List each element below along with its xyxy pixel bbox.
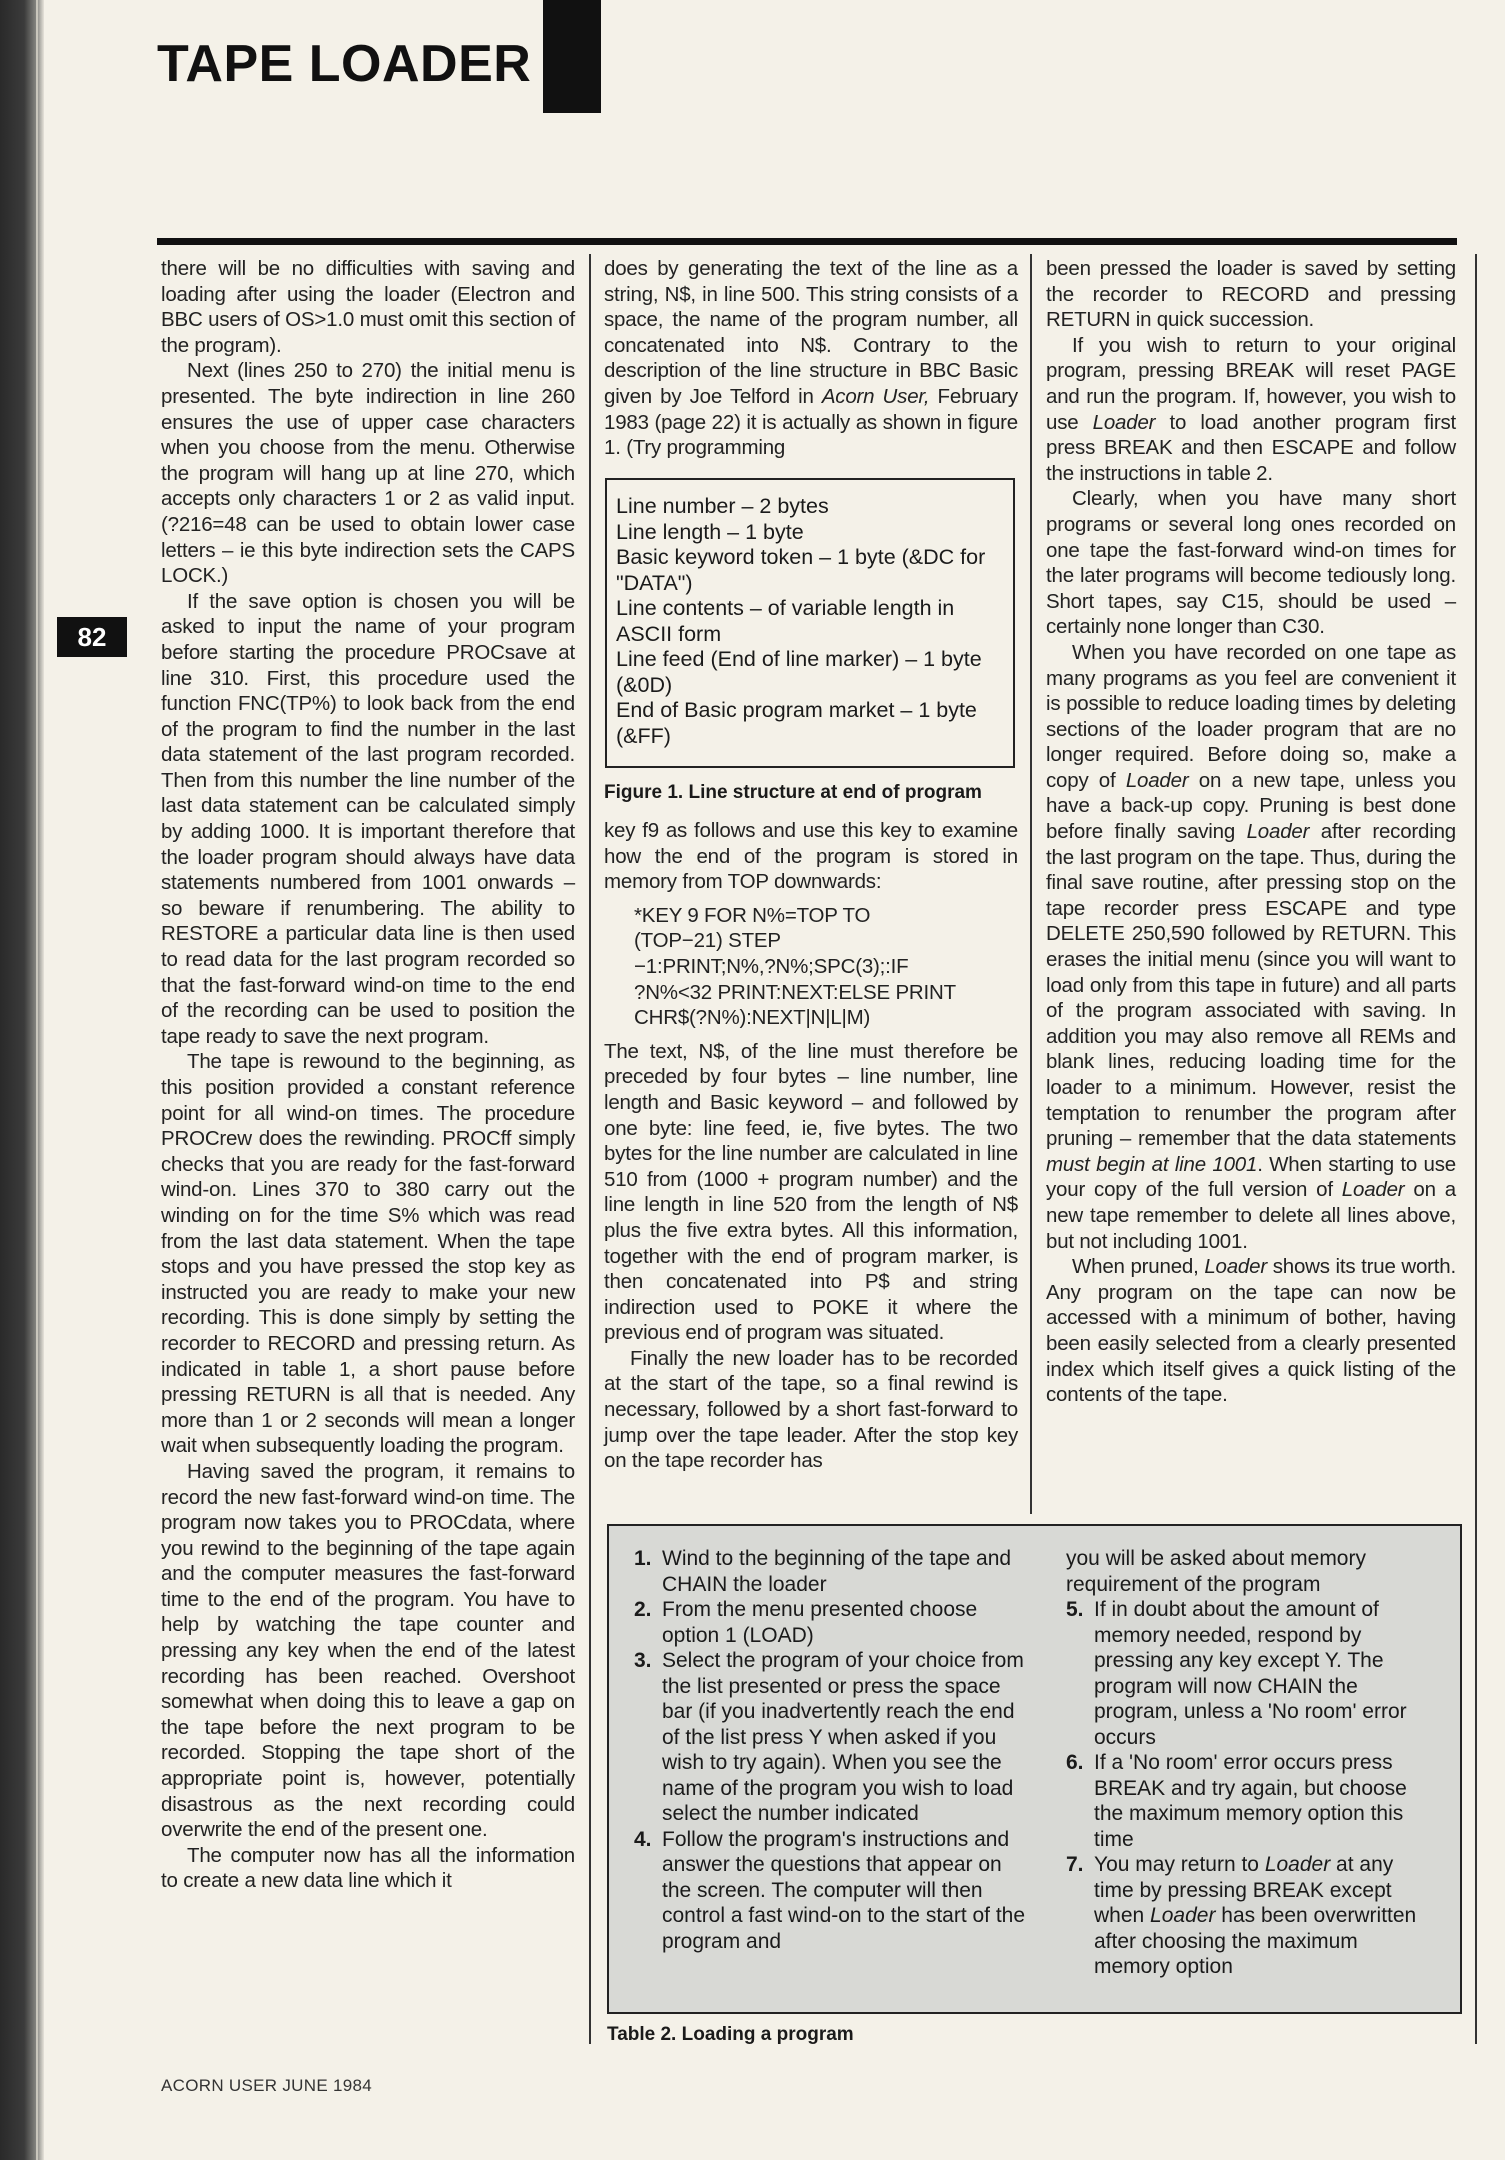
paragraph: key f9 as follows and use this key to examine how the end of the program is stored in memory from TOP downwards: [604, 819, 1018, 894]
figure-line: End of Basic program market – 1 byte (&FF) [616, 698, 977, 748]
article-column-2-continued [604, 818, 1018, 1474]
list-item: 6. If a 'No room' error occurs press BREAK and try again, but choose the maximum memory option this time [1066, 1751, 1407, 1851]
figure-line: Line length – 1 byte [616, 519, 804, 544]
figure-line: Line feed (End of line marker) – 1 byte (&0D) [616, 647, 982, 697]
figure-1-caption: Figure 1. Line structure at end of program [604, 782, 982, 803]
table-2-left-column [634, 1546, 1034, 1954]
header-black-block [543, 0, 601, 113]
code-line: ?N%<32 PRINT:NEXT:ELSE PRINT [634, 980, 956, 1004]
paragraph: When you have recorded on one tape as many programs as you feel are convenient it is possible to reduce loading times by deleting sections of the loader program that are no longer required. Before doing so, make a copy of Loader on a new tape, unless you have a back-up copy. Pruning is best done before finally saving Loader after recording the last program on the tape. Thus, during the final save routine, after pressing stop on the tape recorder press ESCAPE and type DELETE 250,590 followed by RETURN. This erases the initial menu (since you will want to load only from this tape in future) and all parts of the program associated with saving. In addition you may also remove all REMs and blank lines, reducing loading time for the loader to a minimum. However, resist the temptation to renumber the program after pruning – remember that the data statements must begin at line 1001. When starting to use your copy of the full version of Loader on a new tape remember to delete all lines above, but not including 1001. [1046, 640, 1456, 1253]
code-line: CHR$(?N%):NEXT|N|L|M) [634, 1006, 871, 1030]
code-line: (TOP−21) STEP [634, 929, 781, 953]
paragraph: The computer now has all the information to create a new data line which it [161, 1843, 575, 1893]
paragraph: been pressed the loader is saved by setting the recorder to RECORD and pressing RETURN in quick succession. [1046, 257, 1456, 332]
page-footer: ACORN USER JUNE 1984 [161, 2076, 373, 2095]
list-item: 4. Follow the program's instructions and answer the questions that appear on the screen. The computer will then control a fast wind-on to the start of the program and [634, 1827, 1026, 1953]
paragraph: Finally the new loader has to be recorded at the start of the tape, so a final rewind is necessary, followed by a short fast-forward to jump over the tape leader. After the stop key on the tape recorder has [604, 1346, 1018, 1473]
paragraph: When pruned, Loader shows its true worth. Any program on the tape can now be accessed with a minimum of bother, having been easily selected from a clearly presented index which itself gives a quick listing of the contents of the tape. [1046, 1255, 1457, 1407]
paragraph: If the save option is chosen you will be asked to input the name of your program before starting the procedure PROCsave at line 310. First, this procedure used the function FNC(TP%) to look back from the end of the program to find the number in the last data statement of the last program recorded. Then from this number the line number of the last data statement can be calculated simply by adding 1000. It is important therefore that the loader program should always have data statements numbered from 1001 onwards – so beware if renumbering. The ability to RESTORE a particular data line is then used to read data for the last program recorded so that the fast-forward wind-on time to the end of the recording can be used to position the tape ready to save the next program. [161, 589, 575, 1048]
list-item: 2. From the menu presented choose option 1 (LOAD) [634, 1598, 978, 1647]
figure-line: Line number – 2 bytes [616, 494, 829, 518]
table-2-caption: Table 2. Loading a program [607, 2024, 854, 2045]
code-line: −1:PRINT;N%,?N%;SPC(3);:IF [634, 954, 909, 978]
article-column-1 [161, 256, 575, 1894]
table-2-right-column [1066, 1546, 1438, 1980]
code-line: *KEY 9 FOR N%=TOP TO [634, 903, 871, 927]
paragraph: If you wish to return to your original program, pressing BREAK will reset PAGE and run the program. If, however, you wish to use Loader to load another program first press BREAK and then ESCAPE and follow the instructions in table 2. [1046, 333, 1457, 485]
page-binding-shadow [0, 0, 44, 2160]
figure-line: Basic keyword token – 1 byte (&DC for "DATA") [616, 545, 986, 595]
list-item: 1. Wind to the beginning of the tape and CHAIN the loader [634, 1547, 1012, 1596]
paragraph: Clearly, when you have many short programs or several long ones recorded on one tape the fast-forward wind-on times for the later programs will become tediously long. Short tapes, say C15, should be used – certainly none longer than C30. [1046, 487, 1456, 639]
paragraph: Next (lines 250 to 270) the initial menu is presented. The byte indirection in line 260 ensures the use of upper case characters when you choose from the menu. Otherwise the program will hang up at line 270, which accepts only characters 1 or 2 as valid input. (?216=48 can be used to obtain lower case letters – ie this byte indirection sets the CAPS LOCK.) [161, 359, 575, 588]
paragraph: The tape is rewound to the beginning, as this position provided a constant reference point for all wind-on times. The procedure PROCrew does the rewinding. PROCff simply checks that you are ready for the fast-forward wind-on. Lines 370 to 380 carry out the winding on for the time S% which was read from the last data statement. When the tape stops and you have pressed the stop key as instructed you are ready to make your new recording. This is done simply by setting the recorder to RECORD and pressing return. As indicated in table 1, a short pause before pressing RETURN is all that is needed. Any more than 1 or 2 seconds will mean a longer wait when subsequently loading the program. [161, 1050, 575, 1458]
column-divider [1475, 254, 1477, 2044]
figure-1-box [605, 478, 1015, 768]
page-number-badge: 82 [57, 617, 127, 657]
list-item: 5. If in doubt about the amount of memory needed, respond by pressing any key except Y. The program will now CHAIN the program, unless a 'No room' error occurs [1066, 1598, 1407, 1749]
paragraph: there will be no difficulties with saving and loading after using the loader (Electron and BBC users of OS>1.0 must omit this section of the program). [161, 257, 575, 357]
article-column-2 [604, 256, 1018, 461]
page-title: TAPE LOADER [157, 35, 532, 93]
article-column-3 [1046, 256, 1456, 1408]
list-item: 7. You may return to Loader at any time by pressing BREAK except when Loader has been overwritten after choosing the maximum memory option [1066, 1853, 1417, 1978]
column-divider [1030, 254, 1032, 1514]
figure-line: Line contents – of variable length in ASCII form [616, 596, 955, 646]
code-listing [604, 903, 1018, 1031]
paragraph: does by generating the text of the line as a string, N$, in line 500. This string consists of a space, the name of the program number, all concatenated into N$. Contrary to the description of the line structure in BBC Basic given by Joe Telford in Acorn User, February 1983 (page 22) it is actually as shown in figure 1. (Try programming [604, 257, 1018, 460]
table-2-box [607, 1524, 1462, 2014]
paragraph: Having saved the program, it remains to record the new fast-forward wind-on time. The program now takes you to PROCdata, where you rewind to the beginning of the tape again and the computer measures the fast-forward time to the end of the program. You have to help by watching the tape counter and pressing any key when the end of the latest recording has been reached. Overshoot somewhat when doing this to leave a gap on the tape before the next program to be recorded. Stopping the tape short of the appropriate point is, however, potentially disastrous as the next recording could overwrite the end of the present one. [161, 1459, 575, 1842]
list-item-continued: you will be asked about memory requirement of the program [1066, 1547, 1366, 1596]
column-divider [589, 254, 591, 2044]
paragraph: The text, N$, of the line must therefore be preceded by four bytes – line number, line length and Basic keyword – and followed by one byte: line feed, ie, five bytes. The two bytes for the line number are calculated in line 510 from (1000 + program number) and the line length in line 520 from the length of N$ plus the five extra bytes. All this information, together with the end of program marker, is then concatenated into P$ and string indirection used to POKE it where the previous end of program was situated. [604, 1039, 1018, 1345]
list-item: 3. Select the program of your choice from the list presented or press the space bar (if you inadvertently reach the end of the list press Y when asked if you wish to try again). When you see the name of the program you wish to load select the number indicated [634, 1649, 1024, 1825]
top-rule [157, 238, 1457, 245]
